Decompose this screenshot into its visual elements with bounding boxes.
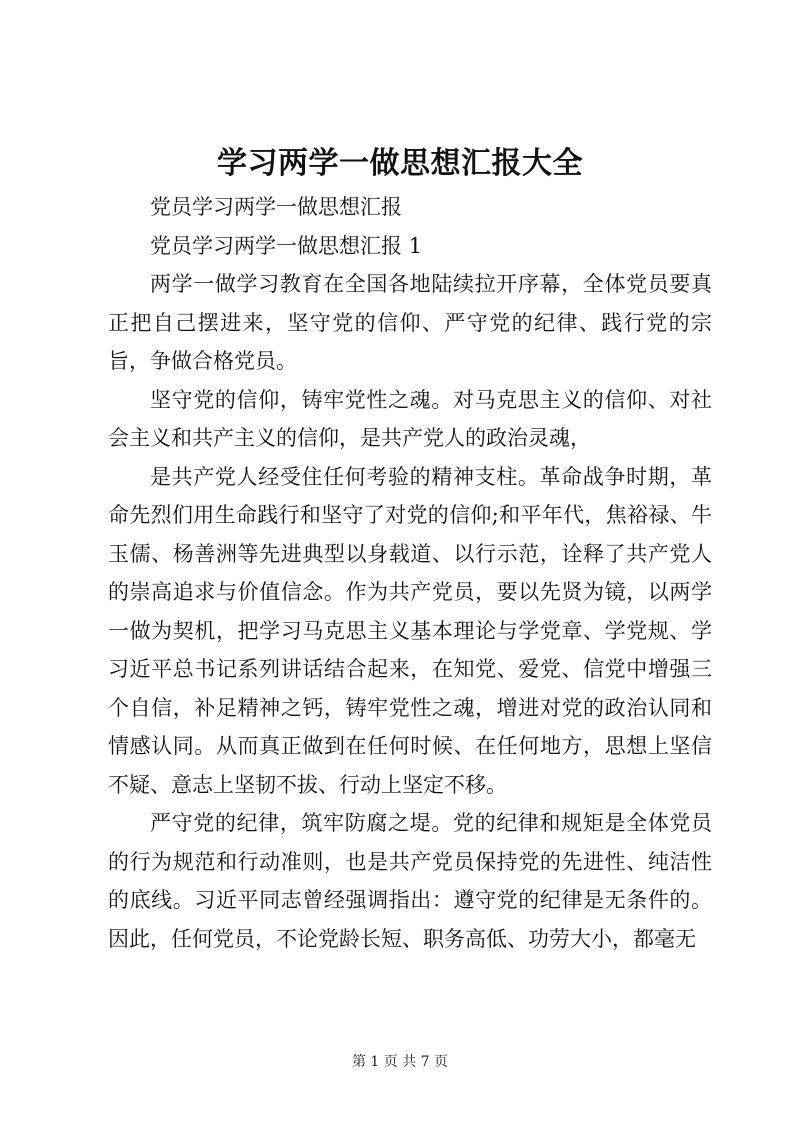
document-body xyxy=(108,188,712,958)
document-title: 学习两学一做思想汇报大全 xyxy=(217,146,583,181)
body-paragraph: 两学一做学习教育在全国各地陆续拉开序幕，全体党员要真正把自己摆进来，坚守党的信仰、严守党的纪律、践行党的宗旨，争做合格党员。 xyxy=(108,272,712,373)
body-paragraph: 是共产党人经受住任何考验的精神支柱。革命战争时期，革命先烈们用生命践行和坚守了对党的信仰;和平年代，焦裕禄、牛玉儒、杨善洲等先进典型以身载道、以行示范，诠释了共产党人的崇高追求与价值信念。作为共产党员，要以先贤为镜，以两学一做为契机，把学习马克思主义基本理论与学党章、学党规、学习近平总书记系列讲话结合起来，在知党、爱党、信党中增强三个自信，补足精神之钙，铸牢党性之魂，增进对党的政治认同和情感认同。从而真正做到在任何时候、在任何地方，思想上坚信不疑、意志上坚韧不拔、行动上坚定不移。 xyxy=(108,464,712,797)
page-footer: 第 1 页 共 7 页 xyxy=(351,1054,449,1070)
body-paragraph: 严守党的纪律，筑牢防腐之堤。党的纪律和规矩是全体党员的行为规范和行动准则，也是共产党员保持党的先进性、纯洁性的底线。习近平同志曾经强调指出：遵守党的纪律是无条件的。因此，任何党员，不论党龄长短、职务高低、功劳大小，都毫无 xyxy=(108,811,712,951)
section-heading: 党员学习两学一做思想汇报 xyxy=(150,195,402,219)
subsection-heading: 党员学习两学一做思想汇报 1 xyxy=(150,233,423,258)
body-paragraph: 坚守党的信仰，铸牢党性之魂。对马克思主义的信仰、对社会主义和共产主义的信仰，是共产党人的政治灵魂， xyxy=(108,387,712,450)
